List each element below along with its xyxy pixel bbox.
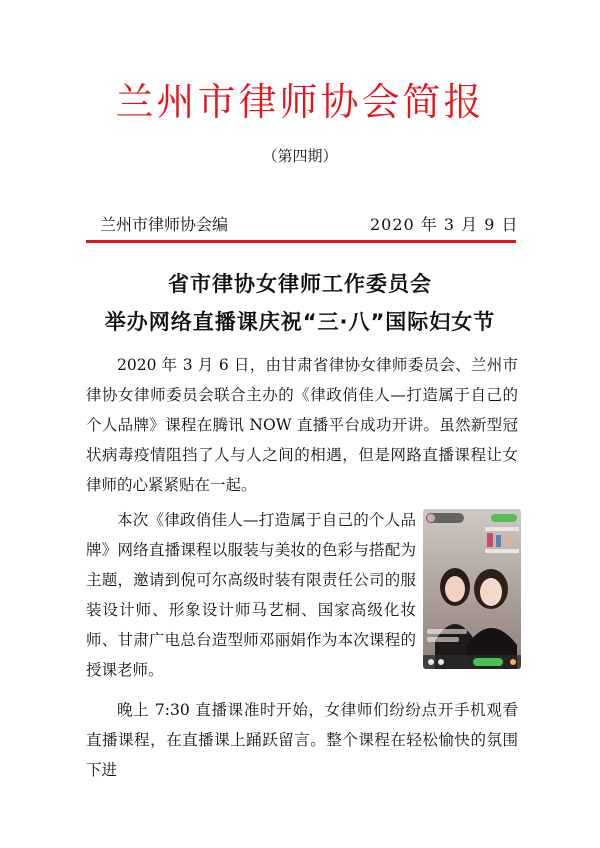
editor-line: 兰州市律师协会编	[100, 215, 229, 234]
date-line: 2020 年 3 月 9 日	[370, 215, 519, 234]
article-headline-line2: 举办网络直播课庆祝“三·八”国际妇女节	[104, 310, 496, 334]
article-paragraph: 2020 年 3 月 6 日，由甘肃省律协女律师委员会、兰州市律协女律师委员会联合主办的《律政俏佳人—打造属于自己的个人品牌》课程在腾讯 NOW 直播平台成功开讲。虽然新型冠状病毒疫情阻挡了人与人之间的相遇，但是网路直播课程让女律师的心紧紧贴在一起。	[86, 356, 518, 494]
article-paragraph: 本次《律政俏佳人—打造属于自己的个人品牌》网络直播课程以服装与美妆的色彩与搭配为主题，邀请到倪可尔高级时装有限责任公司的服装设计师、形象设计师马艺桐、国家高级化妆师、甘肃广电总台造型师邓丽娟作为本次课程的授课老师。	[86, 511, 416, 679]
red-divider	[86, 240, 516, 243]
article-headline-line1: 省市律协女律师工作委员会	[168, 272, 432, 296]
issue-number: （第四期）	[262, 147, 338, 165]
masthead-title: 兰州市律师协会简报	[115, 80, 485, 124]
livestream-photo-icon	[423, 509, 521, 669]
article-paragraph: 晚上 7:30 直播课准时开始，女律师们纷纷点开手机观看直播课程，在直播课上踊跃留言。整个课程在轻松愉快的氛围下进	[86, 701, 518, 779]
